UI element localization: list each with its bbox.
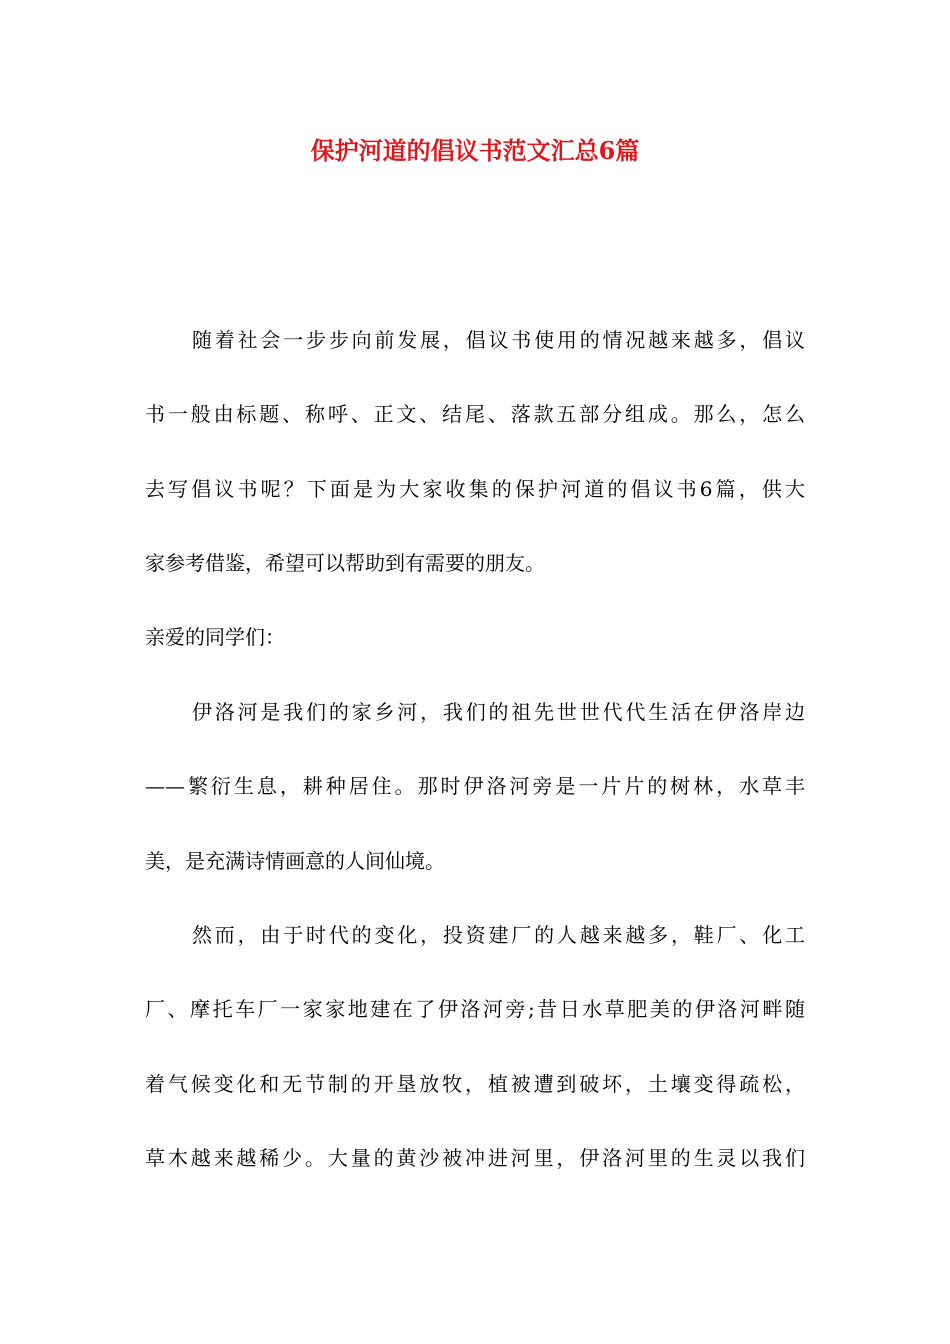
paragraph-line: 着气候变化和无节制的开垦放牧，植被遭到破坏，土壤变得疏松， (145, 1072, 805, 1096)
paragraph-line: 去写倡议书呢？下面是为大家收集的保护河道的倡议书6篇，供大 (145, 477, 805, 501)
paragraph-line: 伊洛河是我们的家乡河，我们的祖先世世代代生活在伊洛岸边 (192, 700, 805, 724)
salutation: 亲爱的同学们： (145, 625, 285, 649)
paragraph-line: 然而，由于时代的变化，投资建厂的人越来越多，鞋厂、化工 (192, 923, 805, 947)
paragraph-line: 书一般由标题、称呼、正文、结尾、落款五部分组成。那么，怎么 (145, 402, 805, 426)
paragraph-line: 美，是充满诗情画意的人间仙境。 (145, 849, 445, 873)
paragraph-line: 厂、摩托车厂一家家地建在了伊洛河旁;昔日水草肥美的伊洛河畔随 (145, 997, 805, 1021)
paragraph-line: 家参考借鉴，希望可以帮助到有需要的朋友。 (145, 551, 545, 575)
paragraph-line: 随着社会一步步向前发展，倡议书使用的情况越来越多，倡议 (192, 328, 805, 352)
paragraph-line: ——繁衍生息，耕种居住。那时伊洛河旁是一片片的树林，水草丰 (145, 774, 805, 798)
paragraph-line: 草木越来越稀少。大量的黄沙被冲进河里，伊洛河里的生灵以我们 (145, 1146, 805, 1170)
document-title: 保护河道的倡议书范文汇总6篇 (310, 136, 640, 165)
